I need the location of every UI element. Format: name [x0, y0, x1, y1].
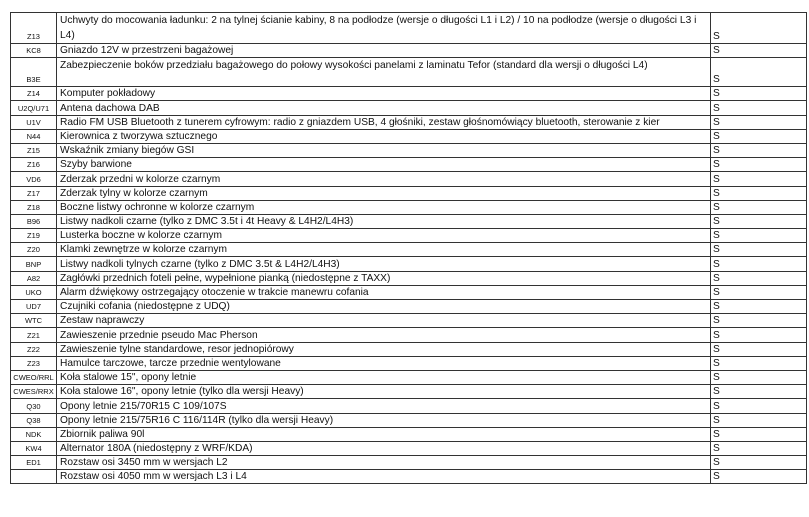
option-code-cell: U2Q/U71	[11, 101, 57, 115]
option-code-cell: Q38	[11, 413, 57, 427]
description-cell: Boczne listwy ochronne w kolorze czarnym	[57, 200, 711, 214]
table-row	[11, 200, 807, 214]
availability-cell: S	[711, 441, 807, 455]
description-cell: Zestaw naprawczy	[57, 314, 711, 328]
availability-cell: S	[711, 328, 807, 342]
description-cell: Koła stalowe 16", opony letnie (tylko dla wersji Heavy)	[57, 385, 711, 399]
availability-cell: S	[711, 356, 807, 370]
availability-cell: S	[711, 13, 807, 44]
option-code-cell: Z20	[11, 243, 57, 257]
table-row	[11, 413, 807, 427]
description-cell: Wskaźnik zmiany biegów GSI	[57, 143, 711, 157]
description-cell: Szyby barwione	[57, 158, 711, 172]
option-code-cell: Z17	[11, 186, 57, 200]
description-cell: Zawieszenie przednie pseudo Mac Pherson	[57, 328, 711, 342]
table-row	[11, 342, 807, 356]
table-row	[11, 243, 807, 257]
description-cell: Zawieszenie tylne standardowe, resor jednopiórowy	[57, 342, 711, 356]
availability-cell: S	[711, 214, 807, 228]
option-code-cell: U1V	[11, 115, 57, 129]
description-cell: Zderzak tylny w kolorze czarnym	[57, 186, 711, 200]
option-code-cell: Z18	[11, 200, 57, 214]
option-code-cell: CWES/RRX	[11, 385, 57, 399]
table-row	[11, 44, 807, 58]
description-cell: Rozstaw osi 4050 mm w wersjach L3 i L4	[57, 470, 711, 484]
equipment-table	[10, 12, 807, 484]
availability-cell: S	[711, 470, 807, 484]
table-row	[11, 399, 807, 413]
description-cell: Zderzak przedni w kolorze czarnym	[57, 172, 711, 186]
availability-cell: S	[711, 186, 807, 200]
description-cell: Rozstaw osi 3450 mm w wersjach L2	[57, 456, 711, 470]
description-cell: Alternator 180A (niedostępny z WRF/KDA)	[57, 441, 711, 455]
availability-cell: S	[711, 285, 807, 299]
description-cell: Listwy nadkoli tylnych czarne (tylko z DMC 3.5t & L4H2/L4H3)	[57, 257, 711, 271]
table-row	[11, 370, 807, 384]
equipment-sheet	[10, 12, 800, 484]
table-row	[11, 143, 807, 157]
option-code-cell: Z21	[11, 328, 57, 342]
description-cell: Alarm dźwiękowy ostrzegający otoczenie w trakcie manewru cofania	[57, 285, 711, 299]
description-cell: Gniazdo 12V w przestrzeni bagażowej	[57, 44, 711, 58]
option-code-cell: BNP	[11, 257, 57, 271]
option-code-cell: B3E	[11, 58, 57, 87]
table-row	[11, 427, 807, 441]
availability-cell: S	[711, 229, 807, 243]
option-code-cell: ED1	[11, 456, 57, 470]
description-cell: Zbiornik paliwa 90l	[57, 427, 711, 441]
table-row	[11, 13, 807, 44]
description-cell: Listwy nadkoli czarne (tylko z DMC 3.5t i 4t Heavy & L4H2/L4H3)	[57, 214, 711, 228]
availability-cell: S	[711, 129, 807, 143]
table-row	[11, 285, 807, 299]
option-code-cell: KC8	[11, 44, 57, 58]
description-cell: Zagłówki przednich foteli pełne, wypełnione pianką (niedostępne z TAXX)	[57, 271, 711, 285]
availability-cell: S	[711, 427, 807, 441]
option-code-cell: NDK	[11, 427, 57, 441]
description-cell: Uchwyty do mocowania ładunku: 2 na tylnej ścianie kabiny, 8 na podłodze (wersje o długości L1 i L2) / 10 na podłodze (wersje o długości L3 i L4)	[57, 13, 711, 44]
option-code-cell	[11, 470, 57, 484]
description-cell: Opony letnie 215/75R16 C 116/114R (tylko dla wersji Heavy)	[57, 413, 711, 427]
option-code-cell: WTC	[11, 314, 57, 328]
option-code-cell: Z16	[11, 158, 57, 172]
availability-cell: S	[711, 271, 807, 285]
table-row	[11, 58, 807, 87]
table-row	[11, 129, 807, 143]
table-row	[11, 356, 807, 370]
description-cell: Radio FM USB Bluetooth z tunerem cyfrowym: radio z gniazdem USB, 4 głośniki, zestaw głośnomówiący bluetooth, sterowanie z kier	[57, 115, 711, 129]
table-row	[11, 300, 807, 314]
description-cell: Klamki zewnętrze w kolorze czarnym	[57, 243, 711, 257]
availability-cell: S	[711, 314, 807, 328]
availability-cell: S	[711, 456, 807, 470]
table-row	[11, 186, 807, 200]
availability-cell: S	[711, 115, 807, 129]
table-row	[11, 456, 807, 470]
description-cell: Lusterka boczne w kolorze czarnym	[57, 229, 711, 243]
availability-cell: S	[711, 257, 807, 271]
option-code-cell: Z22	[11, 342, 57, 356]
table-row	[11, 229, 807, 243]
description-cell: Komputer pokładowy	[57, 87, 711, 101]
availability-cell: S	[711, 243, 807, 257]
availability-cell: S	[711, 143, 807, 157]
option-code-cell: KW4	[11, 441, 57, 455]
description-cell: Kierownica z tworzywa sztucznego	[57, 129, 711, 143]
availability-cell: S	[711, 158, 807, 172]
table-row	[11, 158, 807, 172]
description-cell: Czujniki cofania (niedostępne z UDQ)	[57, 300, 711, 314]
availability-cell: S	[711, 413, 807, 427]
availability-cell: S	[711, 58, 807, 87]
availability-cell: S	[711, 370, 807, 384]
option-code-cell: UD7	[11, 300, 57, 314]
table-row	[11, 214, 807, 228]
description-cell: Antena dachowa DAB	[57, 101, 711, 115]
description-cell: Hamulce tarczowe, tarcze przednie wentylowane	[57, 356, 711, 370]
availability-cell: S	[711, 342, 807, 356]
option-code-cell: VD6	[11, 172, 57, 186]
option-code-cell: Z13	[11, 13, 57, 44]
table-row	[11, 172, 807, 186]
option-code-cell: Z19	[11, 229, 57, 243]
option-code-cell: A82	[11, 271, 57, 285]
availability-cell: S	[711, 87, 807, 101]
description-cell: Koła stalowe 15", opony letnie	[57, 370, 711, 384]
availability-cell: S	[711, 200, 807, 214]
table-row	[11, 314, 807, 328]
table-row	[11, 271, 807, 285]
option-code-cell: Z15	[11, 143, 57, 157]
description-cell: Zabezpieczenie boków przedziału bagażowego do połowy wysokości panelami z laminatu Tefor (standard dla wersji o długości L4)	[57, 58, 711, 87]
availability-cell: S	[711, 172, 807, 186]
description-cell: Opony letnie 215/70R15 C 109/107S	[57, 399, 711, 413]
availability-cell: S	[711, 101, 807, 115]
option-code-cell: Z14	[11, 87, 57, 101]
table-row	[11, 87, 807, 101]
availability-cell: S	[711, 385, 807, 399]
option-code-cell: UKO	[11, 285, 57, 299]
table-row	[11, 385, 807, 399]
table-row	[11, 441, 807, 455]
table-row	[11, 470, 807, 484]
table-row	[11, 328, 807, 342]
option-code-cell: N44	[11, 129, 57, 143]
table-row	[11, 101, 807, 115]
table-row	[11, 257, 807, 271]
availability-cell: S	[711, 399, 807, 413]
equipment-rows	[11, 13, 807, 484]
option-code-cell: B96	[11, 214, 57, 228]
option-code-cell: Q30	[11, 399, 57, 413]
availability-cell: S	[711, 300, 807, 314]
table-row	[11, 115, 807, 129]
availability-cell: S	[711, 44, 807, 58]
option-code-cell: Z23	[11, 356, 57, 370]
option-code-cell: CWEO/RRL	[11, 370, 57, 384]
